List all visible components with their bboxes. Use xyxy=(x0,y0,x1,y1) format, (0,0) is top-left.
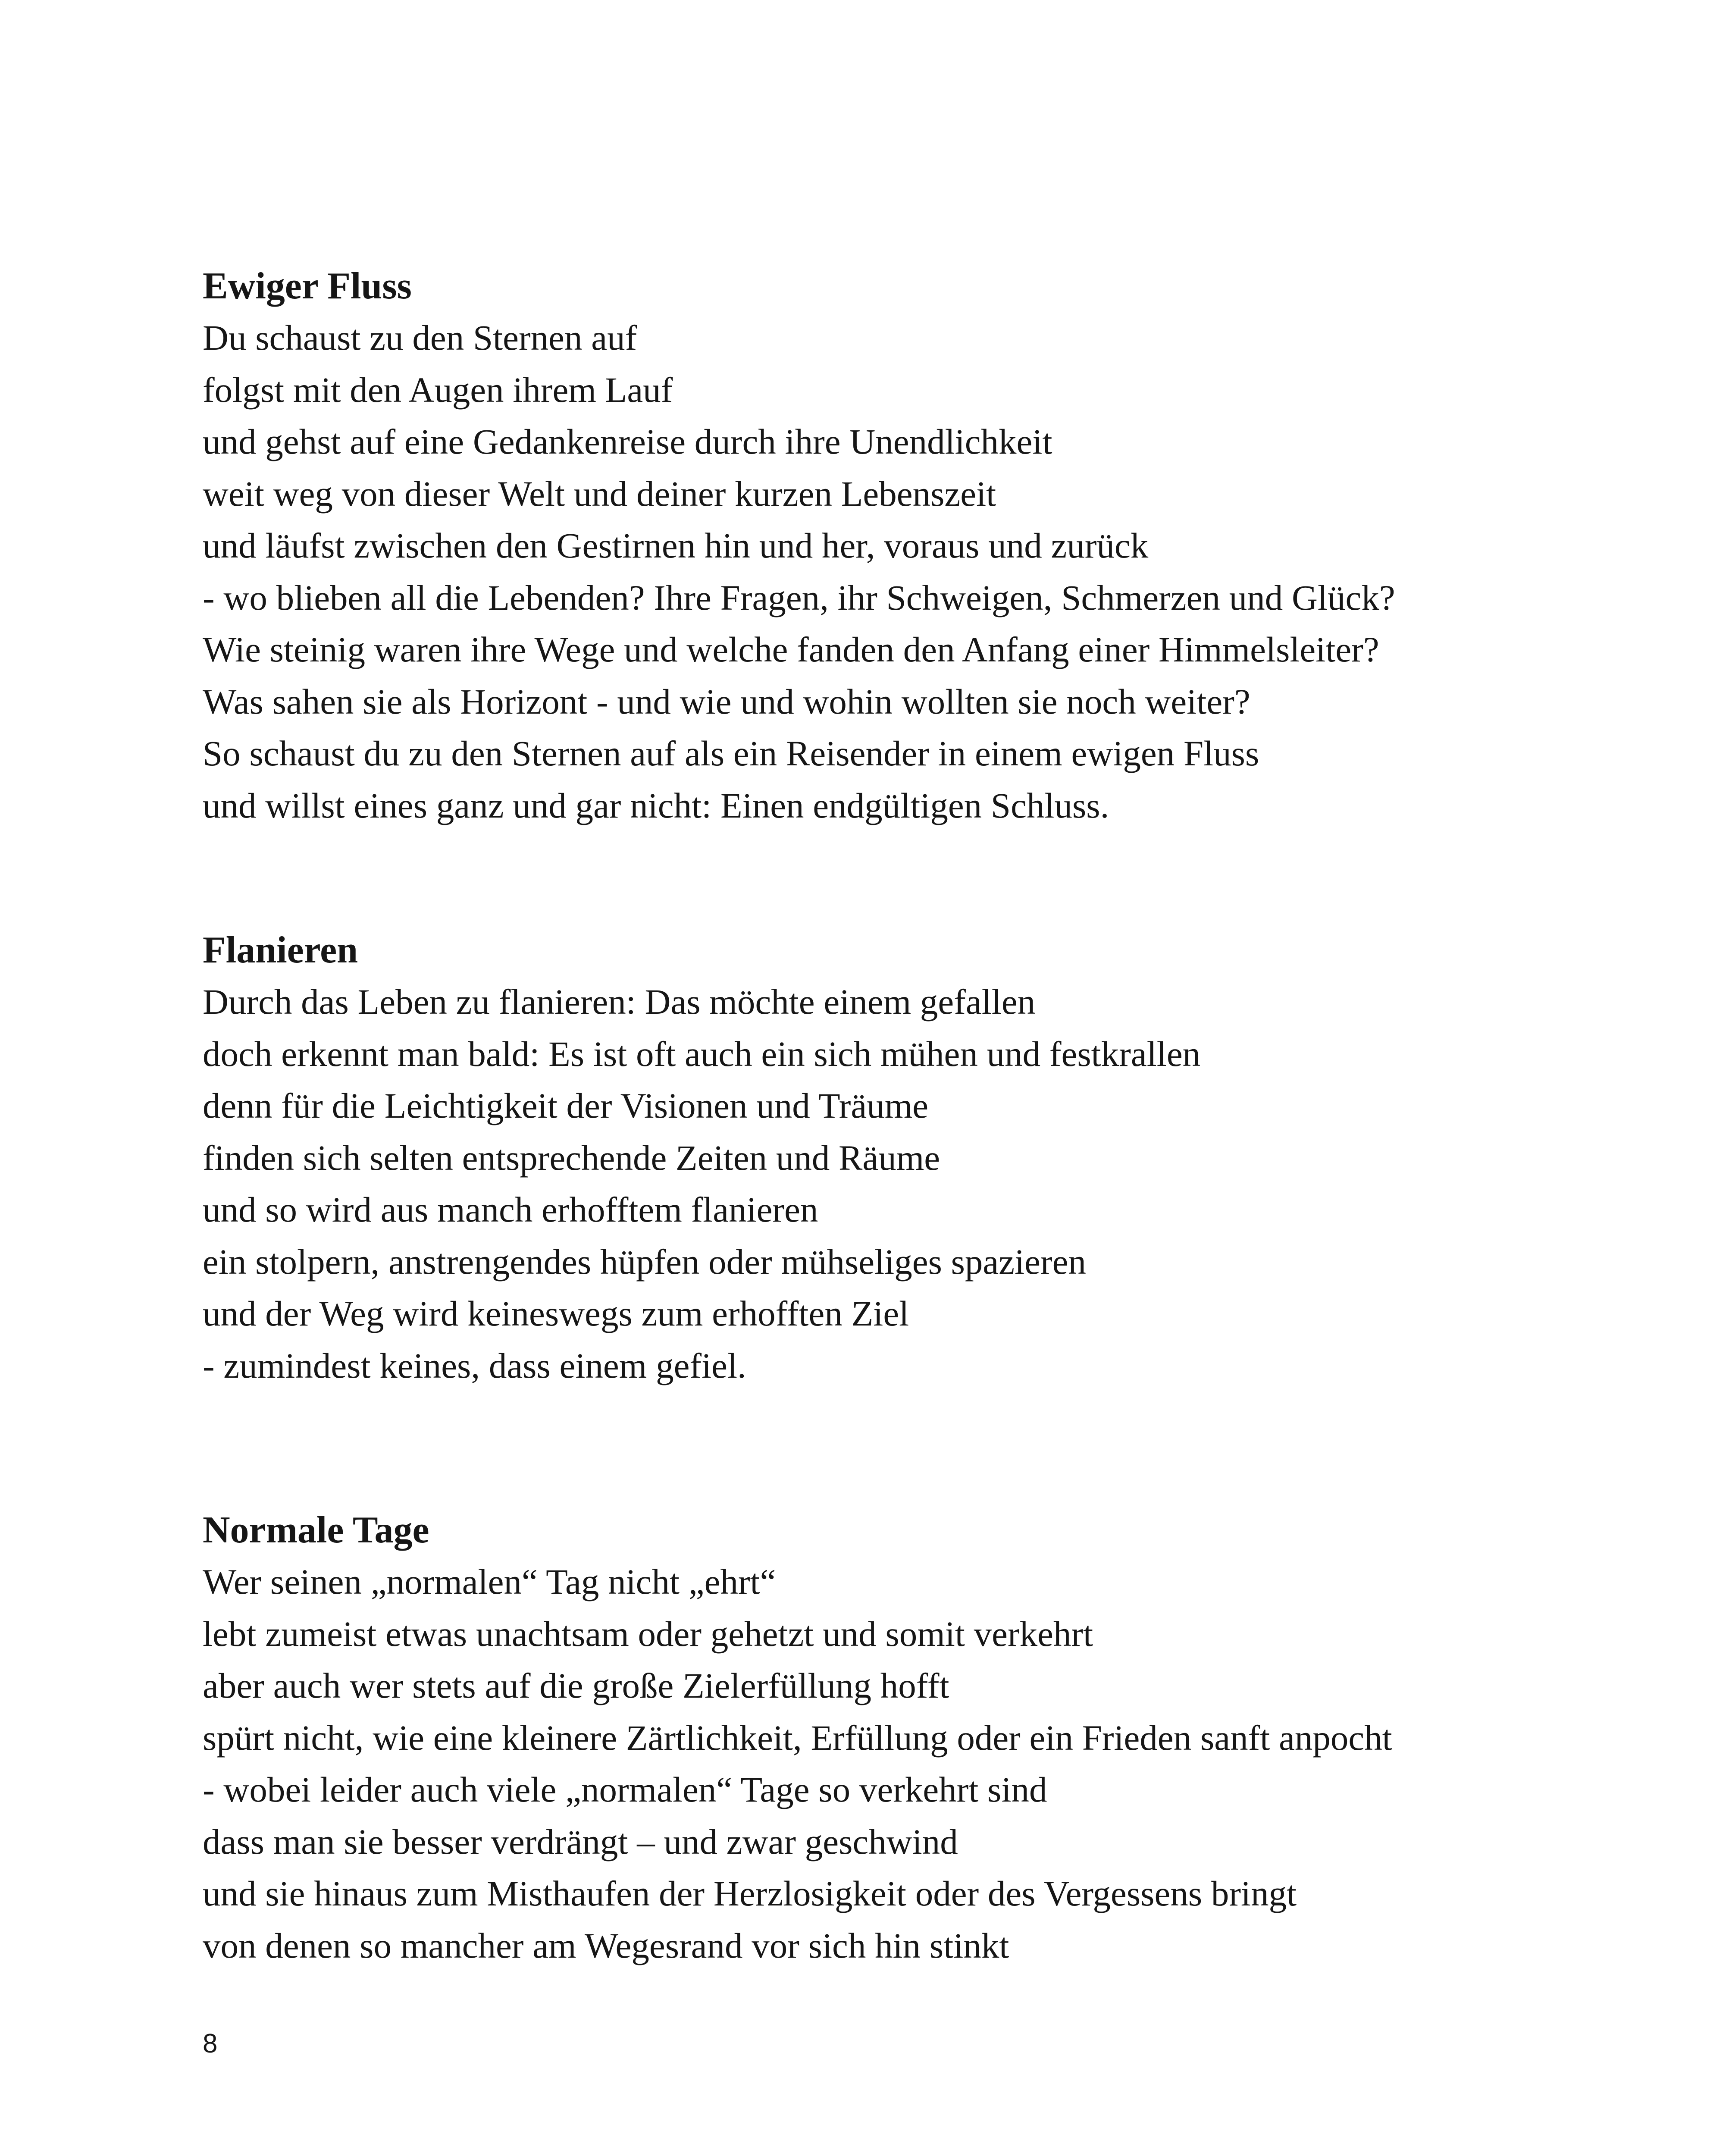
poem-normale-tage xyxy=(203,1505,1539,1971)
poem-line: doch erkennt man bald: Es ist oft auch ein sich mühen und festkrallen xyxy=(203,1034,1201,1074)
poem-line: So schaust du zu den Sternen auf als ein Reisender in einem ewigen Fluss xyxy=(203,733,1259,773)
poem-title: Flanieren xyxy=(203,929,358,971)
poem-line: - wo blieben all die Lebenden? Ihre Fragen, ihr Schweigen, Schmerzen und Glück? xyxy=(203,577,1395,617)
poem-line: und so wird aus manch erhofftem flanieren xyxy=(203,1190,818,1229)
poem-lines xyxy=(203,1556,1539,1971)
poem-line: Was sahen sie als Horizont - und wie und wohin wollten sie noch weiter? xyxy=(203,681,1250,721)
poem-line: Durch das Leben zu flanieren: Das möchte einem gefallen xyxy=(203,982,1036,1022)
poem-line: und gehst auf eine Gedankenreise durch ihre Unendlichkeit xyxy=(203,422,1052,461)
poem-line: ein stolpern, anstrengendes hüpfen oder mühseliges spazieren xyxy=(203,1241,1086,1282)
poem-line: weit weg von dieser Welt und deiner kurzen Lebenszeit xyxy=(203,473,996,514)
poem-line: - wobei leider auch viele „normalen“ Tage so verkehrt sind xyxy=(203,1770,1047,1809)
poem-line: Wer seinen „normalen“ Tag nicht „ehrt“ xyxy=(203,1562,776,1601)
poem-lines xyxy=(203,312,1539,831)
poem-line: von denen so mancher am Wegesrand vor sich hin stinkt xyxy=(203,1925,1009,1965)
poem-line: Wie steinig waren ihre Wege und welche fanden den Anfang einer Himmelsleiter? xyxy=(203,630,1379,669)
poem-lines xyxy=(203,976,1539,1391)
poem-line: finden sich selten entsprechende Zeiten und Räume xyxy=(203,1138,940,1178)
poem-line: und der Weg wird keineswegs zum erhofften Ziel xyxy=(203,1294,909,1333)
poem-line: und willst eines ganz und gar nicht: Einen endgültigen Schluss. xyxy=(203,785,1109,825)
poem-line: und läufst zwischen den Gestirnen hin und her, voraus und zurück xyxy=(203,526,1149,565)
poem-line: dass man sie besser verdrängt – und zwar geschwind xyxy=(203,1821,958,1861)
poem-line: Du schaust zu den Sternen auf xyxy=(203,318,637,357)
poem-line: lebt zumeist etwas unachtsam oder gehetzt und somit verkehrt xyxy=(203,1614,1093,1654)
poem-line: spürt nicht, wie eine kleinere Zärtlichkeit, Erfüllung oder ein Frieden sanft anpocht xyxy=(203,1717,1392,1758)
poem-title: Ewiger Fluss xyxy=(203,265,412,307)
poem-line: und sie hinaus zum Misthaufen der Herzlosigkeit oder des Vergessens bringt xyxy=(203,1874,1297,1913)
poem-title: Normale Tage xyxy=(203,1509,429,1551)
poem-line: folgst mit den Augen ihrem Lauf xyxy=(203,370,673,410)
page-number: 8 xyxy=(203,2029,218,2059)
poem-line: aber auch wer stets auf die große Zielerfüllung hofft xyxy=(203,1666,949,1705)
poem-line: - zumindest keines, dass einem gefiel. xyxy=(203,1345,746,1385)
poem-flanieren xyxy=(203,925,1539,1391)
poem-ewiger-fluss xyxy=(203,261,1539,831)
poem-line: denn für die Leichtigkeit der Visionen und Träume xyxy=(203,1086,929,1125)
